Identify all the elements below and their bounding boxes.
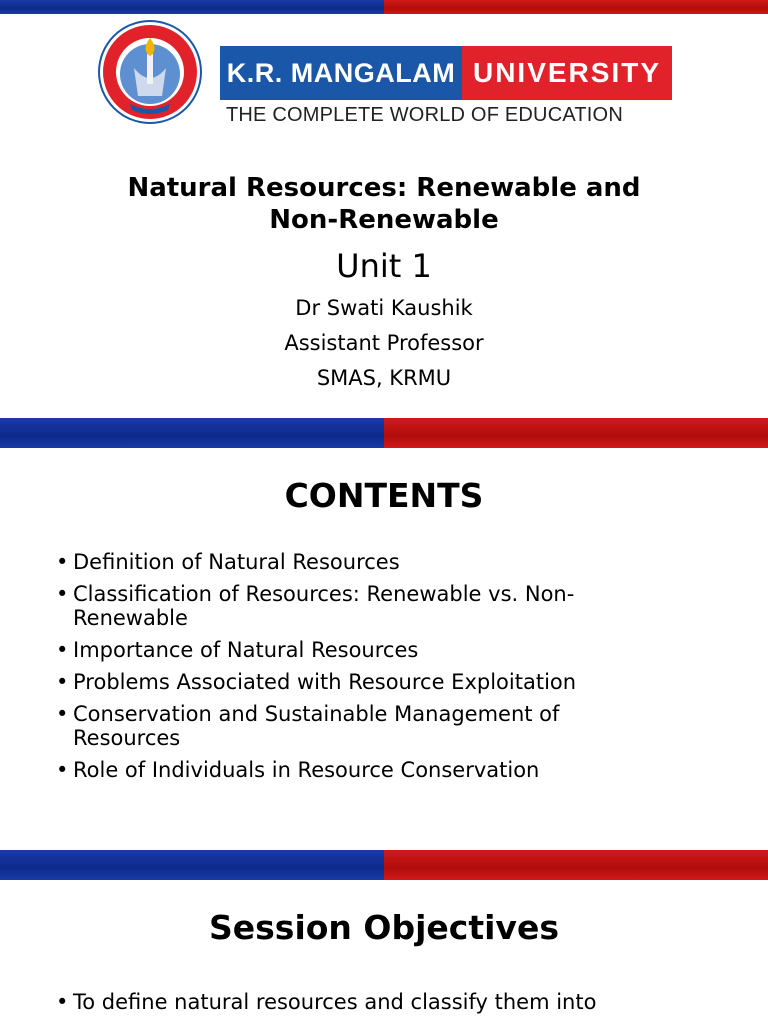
author-affiliation: SMAS, KRMU [316,366,452,390]
bar-blue-segment [0,850,384,880]
slide-divider-bar [0,418,768,448]
title-line-2: Non-Renewable [269,205,499,235]
slide-divider-bar [0,850,768,880]
objectives-slide [0,880,768,1024]
list-item: • Importance of Natural Resources [56,638,656,662]
author-designation: Assistant Professor [284,331,484,355]
bar-red-segment [384,0,768,14]
list-item: • Role of Individuals in Resource Conservation [56,758,656,782]
list-item: • Classification of Resources: Renewable vs. Non-Renewable [56,582,613,630]
list-item: • Conservation and Sustainable Management of Resources [56,702,603,750]
bar-red-segment [384,418,768,448]
bar-red-segment [384,850,768,880]
objectives-list [56,990,656,1022]
university-seal-icon [96,18,204,126]
brand-name: K.R. MANGALAM [220,46,462,100]
list-item: • To define natural resources and classify them into [56,990,656,1014]
slide-title [0,172,768,236]
title-line-1: Natural Resources: Renewable and [127,173,641,203]
list-item: • Definition of Natural Resources [56,550,656,574]
list-item: • Problems Associated with Resource Exploitation [56,670,656,694]
author-name: Dr Swati Kaushik [295,296,473,320]
contents-list [56,550,656,790]
objectives-heading: Session Objectives [209,908,559,947]
bar-blue-segment [0,0,384,14]
bar-blue-segment [0,418,384,448]
brand-university: UNIVERSITY [462,46,672,100]
unit-label: Unit 1 [336,247,432,285]
brand-tagline: THE COMPLETE WORLD OF EDUCATION [226,104,623,126]
title-slide [0,14,768,418]
header-color-bar [0,0,768,14]
university-wordmark [220,46,672,132]
contents-heading: CONTENTS [284,476,484,515]
contents-slide [0,448,768,850]
